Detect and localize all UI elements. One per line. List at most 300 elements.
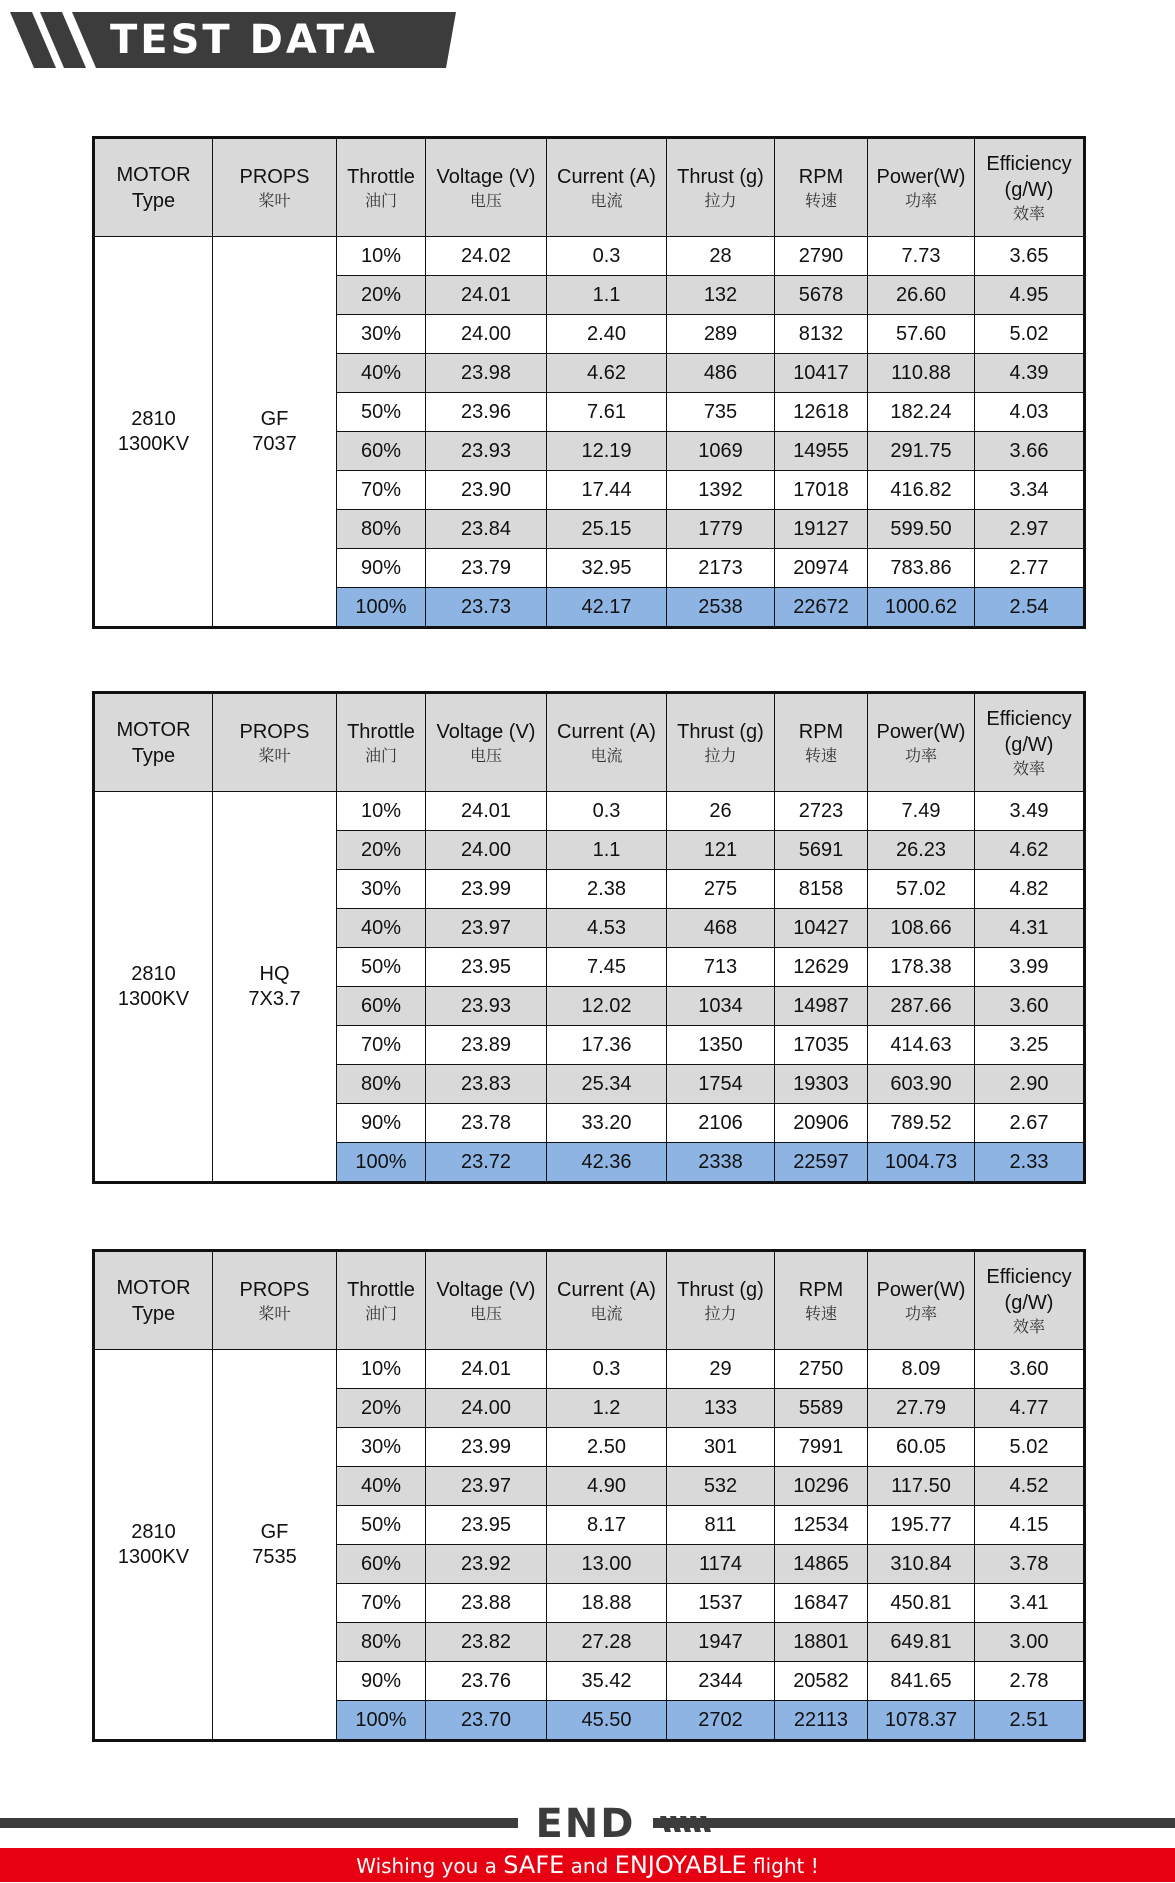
rpm-cell: 10417 bbox=[775, 354, 868, 393]
power-cell: 7.49 bbox=[868, 792, 975, 831]
rpm-cell: 19303 bbox=[775, 1065, 868, 1104]
efficiency-cell: 4.39 bbox=[975, 354, 1085, 393]
header-label: PROPS bbox=[239, 720, 310, 743]
thrust-cell: 29 bbox=[667, 1350, 775, 1389]
rpm-cell: 8132 bbox=[775, 315, 868, 354]
voltage-cell: 24.02 bbox=[426, 237, 547, 276]
rpm-cell: 10296 bbox=[775, 1467, 868, 1506]
thrust-cell: 1069 bbox=[667, 432, 775, 471]
header-label: RPM bbox=[798, 165, 844, 188]
props-cell bbox=[213, 237, 337, 628]
header-label-line2: (g/W) bbox=[1004, 733, 1054, 756]
header-label: Power(W) bbox=[876, 1278, 966, 1301]
header-label-line2: Type bbox=[131, 744, 176, 767]
throttle-cell: 10% bbox=[337, 792, 426, 831]
header-sublabel: 功率 bbox=[904, 745, 937, 765]
rpm-cell: 22113 bbox=[775, 1701, 868, 1741]
power-cell: 603.90 bbox=[868, 1065, 975, 1104]
test-data-table-2 bbox=[92, 691, 1086, 1184]
efficiency-cell: 4.77 bbox=[975, 1389, 1085, 1428]
power-cell: 1078.37 bbox=[868, 1701, 975, 1741]
efficiency-cell: 5.02 bbox=[975, 1428, 1085, 1467]
voltage-cell: 23.82 bbox=[426, 1623, 547, 1662]
thrust-cell: 132 bbox=[667, 276, 775, 315]
rpm-cell: 17035 bbox=[775, 1026, 868, 1065]
header-sublabel: 转速 bbox=[804, 190, 837, 210]
header-label: Thrust (g) bbox=[677, 720, 764, 743]
power-cell: 110.88 bbox=[868, 354, 975, 393]
header-motor-type bbox=[94, 693, 213, 792]
voltage-cell: 23.97 bbox=[426, 909, 547, 948]
header-motor-type bbox=[94, 1251, 213, 1350]
thrust-cell: 2344 bbox=[667, 1662, 775, 1701]
thrust-cell: 121 bbox=[667, 831, 775, 870]
throttle-cell: 100% bbox=[337, 1701, 426, 1741]
throttle-cell: 50% bbox=[337, 1506, 426, 1545]
thrust-cell: 1779 bbox=[667, 510, 775, 549]
thrust-cell: 28 bbox=[667, 237, 775, 276]
tagline-part: and bbox=[564, 1854, 615, 1878]
header-label: Thrust (g) bbox=[677, 165, 764, 188]
rpm-cell: 5589 bbox=[775, 1389, 868, 1428]
props-line: 7037 bbox=[252, 432, 297, 455]
power-cell: 60.05 bbox=[868, 1428, 975, 1467]
header-sublabel: 桨叶 bbox=[258, 190, 291, 210]
throttle-cell: 10% bbox=[337, 237, 426, 276]
rpm-cell: 16847 bbox=[775, 1584, 868, 1623]
header-efficiency bbox=[975, 138, 1085, 237]
throttle-cell: 80% bbox=[337, 510, 426, 549]
efficiency-cell: 4.82 bbox=[975, 870, 1085, 909]
current-cell: 2.38 bbox=[547, 870, 667, 909]
throttle-cell: 90% bbox=[337, 549, 426, 588]
power-cell: 789.52 bbox=[868, 1104, 975, 1143]
current-cell: 25.15 bbox=[547, 510, 667, 549]
power-cell: 1000.62 bbox=[868, 588, 975, 628]
props-line: 7535 bbox=[252, 1545, 297, 1568]
voltage-cell: 23.73 bbox=[426, 588, 547, 628]
voltage-cell: 23.89 bbox=[426, 1026, 547, 1065]
current-cell: 13.00 bbox=[547, 1545, 667, 1584]
header-label: Throttle bbox=[347, 165, 415, 188]
header-label: Throttle bbox=[347, 1278, 415, 1301]
rpm-cell: 2790 bbox=[775, 237, 868, 276]
current-cell: 0.3 bbox=[547, 1350, 667, 1389]
table-header-row bbox=[94, 138, 1085, 237]
throttle-cell: 40% bbox=[337, 354, 426, 393]
rpm-cell: 8158 bbox=[775, 870, 868, 909]
table-row bbox=[94, 1350, 1085, 1389]
header-label: PROPS bbox=[239, 1278, 310, 1301]
header-label: Voltage (V) bbox=[436, 720, 536, 743]
header-sublabel: 效率 bbox=[1012, 203, 1045, 223]
power-cell: 27.79 bbox=[868, 1389, 975, 1428]
header-sublabel: 油门 bbox=[364, 1303, 397, 1323]
power-cell: 291.75 bbox=[868, 432, 975, 471]
current-cell: 7.45 bbox=[547, 948, 667, 987]
header-label: Efficiency bbox=[986, 707, 1072, 730]
header-sublabel: 拉力 bbox=[704, 1303, 737, 1323]
header-power bbox=[868, 1251, 975, 1350]
efficiency-cell: 3.60 bbox=[975, 1350, 1085, 1389]
efficiency-cell: 3.00 bbox=[975, 1623, 1085, 1662]
rpm-cell: 7991 bbox=[775, 1428, 868, 1467]
props-cell bbox=[213, 1350, 337, 1741]
thrust-cell: 1174 bbox=[667, 1545, 775, 1584]
header-label: Current (A) bbox=[557, 1278, 656, 1301]
current-cell: 7.61 bbox=[547, 393, 667, 432]
header-sublabel: 电压 bbox=[469, 190, 502, 210]
header-throttle bbox=[337, 693, 426, 792]
rpm-cell: 17018 bbox=[775, 471, 868, 510]
throttle-cell: 50% bbox=[337, 948, 426, 987]
throttle-cell: 50% bbox=[337, 393, 426, 432]
throttle-cell: 70% bbox=[337, 1584, 426, 1623]
rpm-cell: 20906 bbox=[775, 1104, 868, 1143]
rpm-cell: 19127 bbox=[775, 510, 868, 549]
header-rpm bbox=[775, 693, 868, 792]
efficiency-cell: 3.34 bbox=[975, 471, 1085, 510]
motor-line: 2810 bbox=[131, 407, 176, 430]
power-cell: 57.02 bbox=[868, 870, 975, 909]
current-cell: 33.20 bbox=[547, 1104, 667, 1143]
efficiency-cell: 4.52 bbox=[975, 1467, 1085, 1506]
throttle-cell: 80% bbox=[337, 1623, 426, 1662]
efficiency-cell: 2.33 bbox=[975, 1143, 1085, 1183]
header-power bbox=[868, 138, 975, 237]
efficiency-cell: 2.67 bbox=[975, 1104, 1085, 1143]
rpm-cell: 12629 bbox=[775, 948, 868, 987]
motor-line: 1300KV bbox=[117, 432, 190, 455]
footer-tagline bbox=[0, 1848, 1175, 1882]
header-voltage bbox=[426, 138, 547, 237]
motor-line: 1300KV bbox=[117, 1545, 190, 1568]
header-label: RPM bbox=[798, 720, 844, 743]
power-cell: 26.60 bbox=[868, 276, 975, 315]
power-cell: 416.82 bbox=[868, 471, 975, 510]
efficiency-cell: 2.77 bbox=[975, 549, 1085, 588]
header-label: Current (A) bbox=[557, 720, 656, 743]
efficiency-cell: 4.62 bbox=[975, 831, 1085, 870]
motor-line: 1300KV bbox=[117, 987, 190, 1010]
header-label: RPM bbox=[798, 1278, 844, 1301]
current-cell: 42.36 bbox=[547, 1143, 667, 1183]
motor-line: 2810 bbox=[131, 1520, 176, 1543]
header-sublabel: 效率 bbox=[1012, 758, 1045, 778]
current-cell: 35.42 bbox=[547, 1662, 667, 1701]
voltage-cell: 24.00 bbox=[426, 1389, 547, 1428]
header-efficiency bbox=[975, 693, 1085, 792]
thrust-cell: 713 bbox=[667, 948, 775, 987]
header-sublabel: 转速 bbox=[804, 1303, 837, 1323]
header-label-line2: Type bbox=[131, 189, 176, 212]
current-cell: 12.19 bbox=[547, 432, 667, 471]
current-cell: 4.90 bbox=[547, 1467, 667, 1506]
throttle-cell: 100% bbox=[337, 588, 426, 628]
rpm-cell: 14865 bbox=[775, 1545, 868, 1584]
throttle-cell: 70% bbox=[337, 471, 426, 510]
header-sublabel: 功率 bbox=[904, 1303, 937, 1323]
voltage-cell: 23.84 bbox=[426, 510, 547, 549]
props-line: HQ bbox=[259, 962, 290, 985]
efficiency-cell: 5.02 bbox=[975, 315, 1085, 354]
voltage-cell: 24.01 bbox=[426, 1350, 547, 1389]
efficiency-cell: 3.49 bbox=[975, 792, 1085, 831]
power-cell: 26.23 bbox=[868, 831, 975, 870]
voltage-cell: 24.00 bbox=[426, 315, 547, 354]
rpm-cell: 5691 bbox=[775, 831, 868, 870]
voltage-cell: 23.92 bbox=[426, 1545, 547, 1584]
current-cell: 45.50 bbox=[547, 1701, 667, 1741]
throttle-cell: 30% bbox=[337, 315, 426, 354]
current-cell: 2.40 bbox=[547, 315, 667, 354]
header-sublabel: 拉力 bbox=[704, 745, 737, 765]
throttle-cell: 80% bbox=[337, 1065, 426, 1104]
efficiency-cell: 3.65 bbox=[975, 237, 1085, 276]
voltage-cell: 23.88 bbox=[426, 1584, 547, 1623]
header-label: Throttle bbox=[347, 720, 415, 743]
power-cell: 414.63 bbox=[868, 1026, 975, 1065]
header-voltage bbox=[426, 693, 547, 792]
throttle-cell: 40% bbox=[337, 909, 426, 948]
voltage-cell: 23.99 bbox=[426, 1428, 547, 1467]
header-sublabel: 效率 bbox=[1012, 1316, 1045, 1336]
power-cell: 178.38 bbox=[868, 948, 975, 987]
header-thrust bbox=[667, 1251, 775, 1350]
power-cell: 310.84 bbox=[868, 1545, 975, 1584]
rpm-cell: 20582 bbox=[775, 1662, 868, 1701]
efficiency-cell: 3.25 bbox=[975, 1026, 1085, 1065]
header-voltage bbox=[426, 1251, 547, 1350]
power-cell: 841.65 bbox=[868, 1662, 975, 1701]
throttle-cell: 20% bbox=[337, 276, 426, 315]
test-data-table-3 bbox=[92, 1249, 1086, 1742]
current-cell: 1.1 bbox=[547, 276, 667, 315]
tagline-enjoyable: ENJOYABLE bbox=[614, 1851, 747, 1879]
header-efficiency bbox=[975, 1251, 1085, 1350]
header-throttle bbox=[337, 138, 426, 237]
thrust-cell: 1392 bbox=[667, 471, 775, 510]
voltage-cell: 24.01 bbox=[426, 792, 547, 831]
throttle-cell: 60% bbox=[337, 1545, 426, 1584]
motor-type-cell bbox=[94, 237, 213, 628]
header-label-line2: (g/W) bbox=[1004, 178, 1054, 201]
thrust-cell: 468 bbox=[667, 909, 775, 948]
efficiency-cell: 3.41 bbox=[975, 1584, 1085, 1623]
voltage-cell: 23.97 bbox=[426, 1467, 547, 1506]
throttle-cell: 70% bbox=[337, 1026, 426, 1065]
throttle-cell: 60% bbox=[337, 432, 426, 471]
header-rpm bbox=[775, 1251, 868, 1350]
header-sublabel: 电流 bbox=[590, 745, 623, 765]
tagline-part: flight ! bbox=[746, 1854, 819, 1878]
voltage-cell: 23.93 bbox=[426, 987, 547, 1026]
throttle-cell: 30% bbox=[337, 1428, 426, 1467]
efficiency-cell: 2.78 bbox=[975, 1662, 1085, 1701]
efficiency-cell: 3.60 bbox=[975, 987, 1085, 1026]
power-cell: 599.50 bbox=[868, 510, 975, 549]
header-sublabel: 油门 bbox=[364, 190, 397, 210]
end-label: END bbox=[518, 1804, 653, 1844]
voltage-cell: 23.93 bbox=[426, 432, 547, 471]
rpm-cell: 18801 bbox=[775, 1623, 868, 1662]
rpm-cell: 20974 bbox=[775, 549, 868, 588]
rpm-cell: 14955 bbox=[775, 432, 868, 471]
efficiency-cell: 2.54 bbox=[975, 588, 1085, 628]
throttle-cell: 40% bbox=[337, 1467, 426, 1506]
thrust-cell: 133 bbox=[667, 1389, 775, 1428]
rpm-cell: 22597 bbox=[775, 1143, 868, 1183]
current-cell: 1.2 bbox=[547, 1389, 667, 1428]
header-motor-type bbox=[94, 138, 213, 237]
voltage-cell: 23.79 bbox=[426, 549, 547, 588]
efficiency-cell: 4.31 bbox=[975, 909, 1085, 948]
header-sublabel: 桨叶 bbox=[258, 1303, 291, 1323]
current-cell: 18.88 bbox=[547, 1584, 667, 1623]
rpm-cell: 2723 bbox=[775, 792, 868, 831]
test-data-table-1 bbox=[92, 136, 1086, 629]
voltage-cell: 23.72 bbox=[426, 1143, 547, 1183]
header-sublabel: 电压 bbox=[469, 1303, 502, 1323]
thrust-cell: 486 bbox=[667, 354, 775, 393]
voltage-cell: 23.76 bbox=[426, 1662, 547, 1701]
rpm-cell: 22672 bbox=[775, 588, 868, 628]
throttle-cell: 20% bbox=[337, 831, 426, 870]
throttle-cell: 10% bbox=[337, 1350, 426, 1389]
thrust-cell: 2538 bbox=[667, 588, 775, 628]
header-props bbox=[213, 693, 337, 792]
power-cell: 108.66 bbox=[868, 909, 975, 948]
current-cell: 0.3 bbox=[547, 792, 667, 831]
voltage-cell: 23.99 bbox=[426, 870, 547, 909]
current-cell: 25.34 bbox=[547, 1065, 667, 1104]
thrust-cell: 1034 bbox=[667, 987, 775, 1026]
header-sublabel: 功率 bbox=[904, 190, 937, 210]
throttle-cell: 90% bbox=[337, 1662, 426, 1701]
rpm-cell: 12534 bbox=[775, 1506, 868, 1545]
current-cell: 0.3 bbox=[547, 237, 667, 276]
header-label: Current (A) bbox=[557, 165, 656, 188]
table-header-row bbox=[94, 1251, 1085, 1350]
current-cell: 32.95 bbox=[547, 549, 667, 588]
props-line: GF bbox=[260, 1520, 289, 1543]
power-cell: 117.50 bbox=[868, 1467, 975, 1506]
tagline-safe: SAFE bbox=[503, 1851, 565, 1879]
thrust-cell: 1754 bbox=[667, 1065, 775, 1104]
voltage-cell: 23.98 bbox=[426, 354, 547, 393]
efficiency-cell: 3.99 bbox=[975, 948, 1085, 987]
current-cell: 12.02 bbox=[547, 987, 667, 1026]
rpm-cell: 12618 bbox=[775, 393, 868, 432]
efficiency-cell: 4.15 bbox=[975, 1506, 1085, 1545]
page-title: TEST DATA bbox=[110, 17, 378, 63]
current-cell: 17.36 bbox=[547, 1026, 667, 1065]
header-label: PROPS bbox=[239, 165, 310, 188]
header-current bbox=[547, 138, 667, 237]
throttle-cell: 30% bbox=[337, 870, 426, 909]
header-sublabel: 油门 bbox=[364, 745, 397, 765]
current-cell: 2.50 bbox=[547, 1428, 667, 1467]
power-cell: 57.60 bbox=[868, 315, 975, 354]
table-header-row bbox=[94, 693, 1085, 792]
efficiency-cell: 3.78 bbox=[975, 1545, 1085, 1584]
header-throttle bbox=[337, 1251, 426, 1350]
current-cell: 42.17 bbox=[547, 588, 667, 628]
power-cell: 287.66 bbox=[868, 987, 975, 1026]
header-sublabel: 桨叶 bbox=[258, 745, 291, 765]
props-line: GF bbox=[260, 407, 289, 430]
header-sublabel: 电流 bbox=[590, 1303, 623, 1323]
power-cell: 649.81 bbox=[868, 1623, 975, 1662]
power-cell: 783.86 bbox=[868, 549, 975, 588]
motor-line: 2810 bbox=[131, 962, 176, 985]
header-sublabel: 转速 bbox=[804, 745, 837, 765]
thrust-cell: 1537 bbox=[667, 1584, 775, 1623]
header-label: Efficiency bbox=[986, 152, 1072, 175]
header-label: MOTOR bbox=[116, 163, 191, 186]
thrust-cell: 26 bbox=[667, 792, 775, 831]
thrust-cell: 2106 bbox=[667, 1104, 775, 1143]
table-row bbox=[94, 237, 1085, 276]
motor-type-cell bbox=[94, 1350, 213, 1741]
header-label-line2: (g/W) bbox=[1004, 1291, 1054, 1314]
header-label: Power(W) bbox=[876, 165, 966, 188]
throttle-cell: 100% bbox=[337, 1143, 426, 1183]
power-cell: 450.81 bbox=[868, 1584, 975, 1623]
header-label: Voltage (V) bbox=[436, 165, 536, 188]
efficiency-cell: 2.97 bbox=[975, 510, 1085, 549]
power-cell: 8.09 bbox=[868, 1350, 975, 1389]
current-cell: 17.44 bbox=[547, 471, 667, 510]
voltage-cell: 23.78 bbox=[426, 1104, 547, 1143]
header-label: MOTOR bbox=[116, 718, 191, 741]
thrust-cell: 735 bbox=[667, 393, 775, 432]
header-props bbox=[213, 1251, 337, 1350]
throttle-cell: 60% bbox=[337, 987, 426, 1026]
header-banner bbox=[10, 10, 460, 70]
thrust-cell: 275 bbox=[667, 870, 775, 909]
header-label-line2: Type bbox=[131, 1302, 176, 1325]
props-line: 7X3.7 bbox=[248, 987, 301, 1010]
rpm-cell: 5678 bbox=[775, 276, 868, 315]
motor-type-cell bbox=[94, 792, 213, 1183]
thrust-cell: 1350 bbox=[667, 1026, 775, 1065]
header-props bbox=[213, 138, 337, 237]
voltage-cell: 24.01 bbox=[426, 276, 547, 315]
efficiency-cell: 3.66 bbox=[975, 432, 1085, 471]
thrust-cell: 289 bbox=[667, 315, 775, 354]
voltage-cell: 24.00 bbox=[426, 831, 547, 870]
efficiency-cell: 2.90 bbox=[975, 1065, 1085, 1104]
thrust-cell: 2173 bbox=[667, 549, 775, 588]
current-cell: 27.28 bbox=[547, 1623, 667, 1662]
power-cell: 1004.73 bbox=[868, 1143, 975, 1183]
tagline-part: Wishing you a bbox=[356, 1854, 504, 1878]
header-thrust bbox=[667, 693, 775, 792]
thrust-cell: 2338 bbox=[667, 1143, 775, 1183]
efficiency-cell: 4.95 bbox=[975, 276, 1085, 315]
voltage-cell: 23.95 bbox=[426, 1506, 547, 1545]
header-sublabel: 电流 bbox=[590, 190, 623, 210]
thrust-cell: 811 bbox=[667, 1506, 775, 1545]
throttle-cell: 90% bbox=[337, 1104, 426, 1143]
thrust-cell: 1947 bbox=[667, 1623, 775, 1662]
thrust-cell: 2702 bbox=[667, 1701, 775, 1741]
current-cell: 4.53 bbox=[547, 909, 667, 948]
power-cell: 7.73 bbox=[868, 237, 975, 276]
header-label: Voltage (V) bbox=[436, 1278, 536, 1301]
header-current bbox=[547, 693, 667, 792]
